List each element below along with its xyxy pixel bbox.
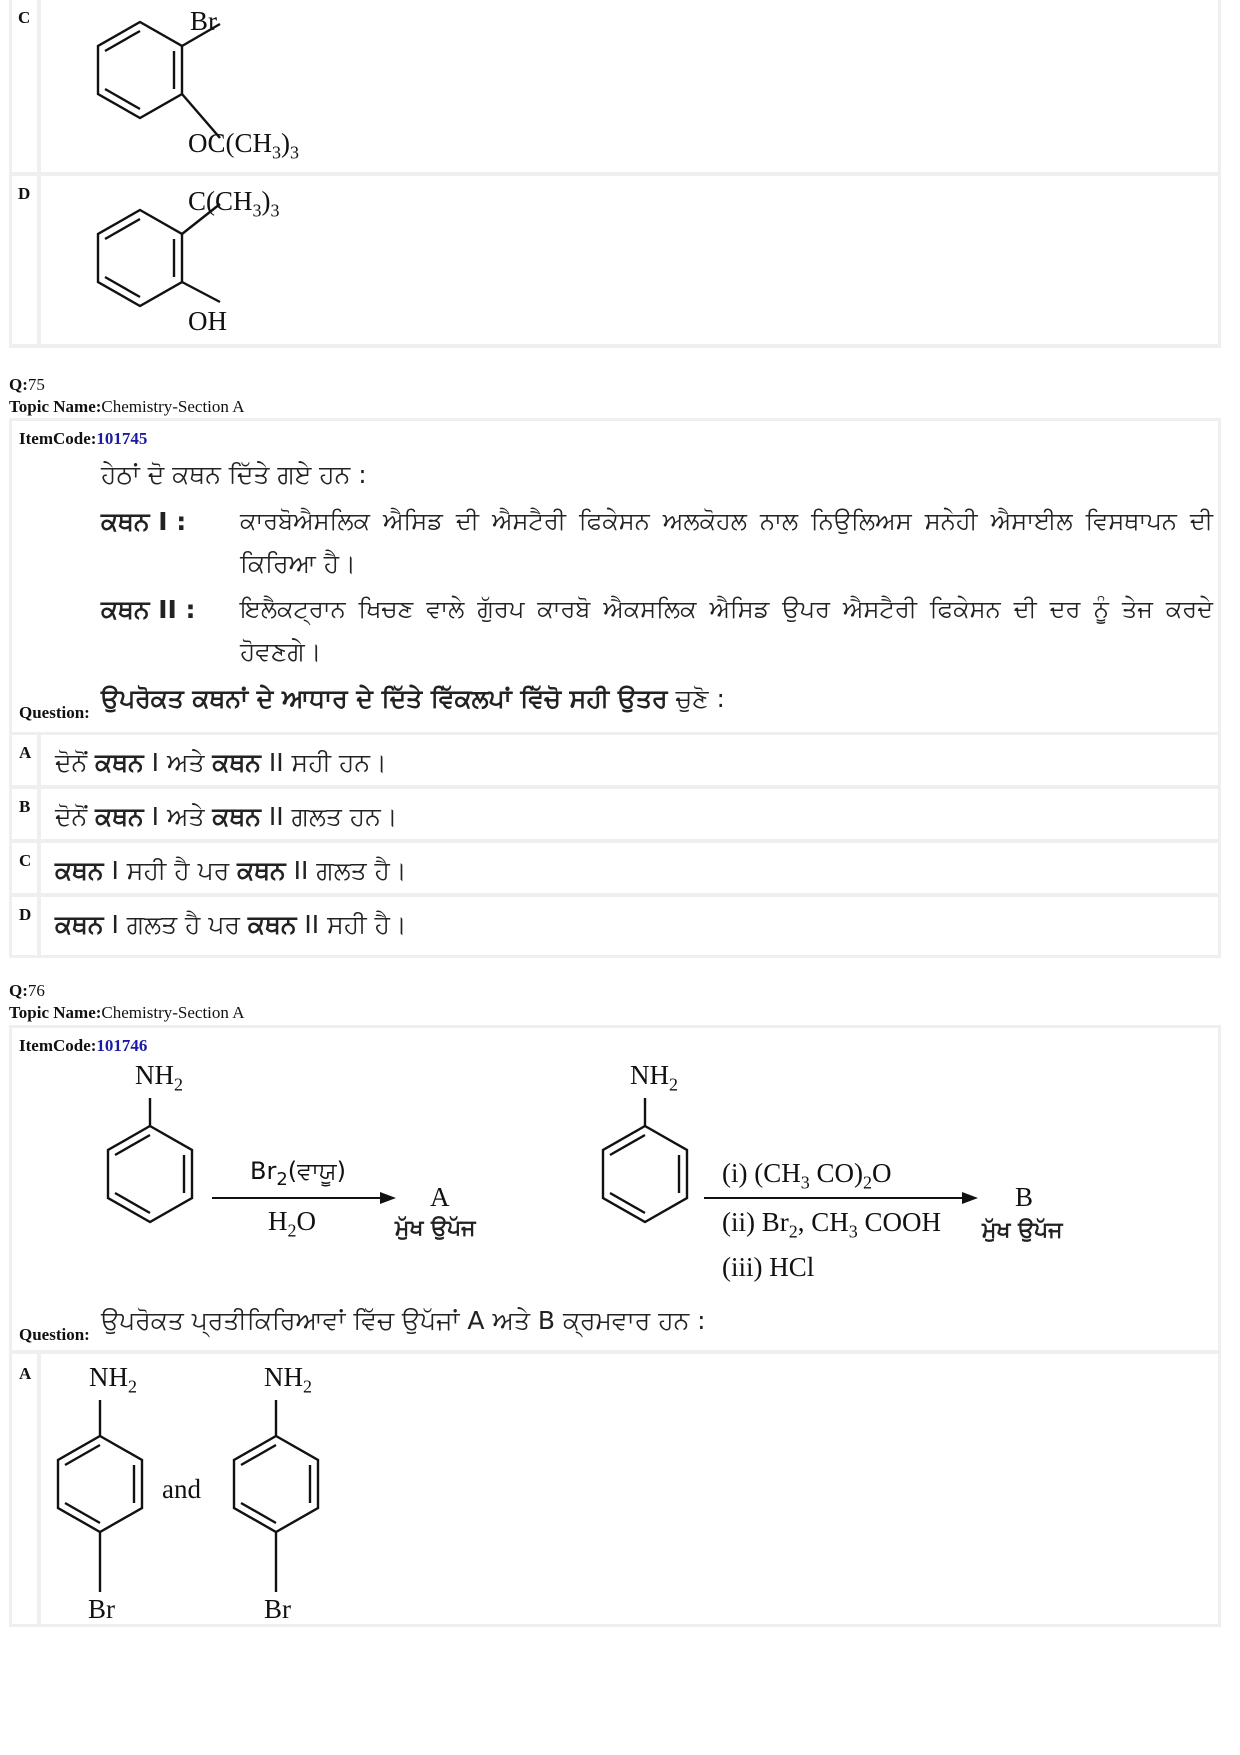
q76-optA-mol2-br: Br [264, 1594, 291, 1624]
q76-r2-step1: (i) ($CH_3$ $CO)_2O$ [722, 1158, 892, 1193]
q76-itemcode: ItemCode:101746 [19, 1036, 148, 1055]
q76-r2-step2: (ii) $Br_2$, $CH_3$ COOH [722, 1207, 942, 1242]
q76-option-a-label: A [19, 1364, 32, 1383]
q75-intro: ਹੇਠਾਂ ਦੋ ਕਥਨ ਦਿੱਤੇ ਗਏ ਹਨ : [101, 460, 367, 489]
q76-number: Q:76 [9, 981, 45, 1000]
q75-topic: Topic Name:Chemistry-Section A [9, 397, 245, 416]
q76-r1-reagent-top: $Br_2(ਵਾਯੂ)$ [250, 1157, 347, 1190]
q76-r2-arrow [702, 1188, 982, 1208]
q74-c-substituent-br: Br [190, 6, 217, 36]
q75-statement1-label: ਕਥਨ I : [101, 507, 187, 536]
q75-option-b-text: ਦੋਨੋਂ ਕਥਨ I ਅਤੇ ਕਥਨ II ਗਲਤ ਹਨ। [55, 802, 398, 831]
q75-itemcode: ItemCode:101745 [19, 429, 148, 448]
q74-option-d-label: D [18, 184, 31, 203]
q75-option-c-text: ਕਥਨ I ਸਹੀ ਹੈ ਪਰ ਕਥਨ II ਗਲਤ ਹੈ। [55, 856, 407, 885]
q76-optA-mol1-br: Br [88, 1594, 115, 1624]
q74-c-substituent-otbu: $OC(CH_3)_3$ [188, 128, 300, 163]
q75-option-c-label: C [19, 851, 32, 870]
q75-question-label: Question: [19, 703, 90, 722]
q75-option-d-label: D [19, 905, 32, 924]
q76-question-label: Question: [19, 1325, 90, 1344]
q75-option-b-label: B [19, 797, 31, 816]
q75-statement1-line2: ਕਿਰਿਆ ਹੈ। [240, 549, 356, 578]
q76-r1-nh2: $NH_2$ [135, 1060, 183, 1095]
q76-r1-product: A [430, 1182, 450, 1212]
q76-r1-major-product: ਮੁੱਖ ਉਪੱਜ [395, 1216, 476, 1241]
q75-statement2-line2: ਹੋਵਣਗੇ। [240, 637, 322, 666]
q76-optA-mol1 [45, 1396, 155, 1606]
q76-optA-mol2 [221, 1396, 331, 1606]
q75-statement1-line1: ਕਾਰਬੋਐਸਲਿਕ ਐਸਿਡ ਦੀ ਐਸਟੈਰੀ ਫਿਕੇਸਨ ਅਲਕੋਹਲ ਨਾਲ ਨਿਉਲਿਅਸ ਸਨੇਹੀ ਐਸਾਈਲ ਵਿਸਥਾਪਨ ਦੀ [240, 507, 1213, 535]
q76-r2-nh2: $NH_2$ [630, 1060, 678, 1095]
q74-d-substituent-oh: OH [188, 306, 227, 336]
q76-r2-product: B [1015, 1182, 1034, 1212]
q76-r2-aniline [585, 1090, 705, 1240]
q76-optA-and: and [162, 1474, 201, 1504]
q76-question-text: ਉਪਰੋਕਤ ਪ੍ਰਤੀਕਿਰਿਆਵਾਂ ਵਿੱਚ ਉਪੱਜਾਂ A ਅਤੇ B ਕ੍ਰਮਵਾਰ ਹਨ : [101, 1306, 706, 1335]
q76-r2-major-product: ਮੁੱਖ ਉਪੱਜ [982, 1218, 1063, 1243]
q76-r1-reagent-bottom: $H_2O$ [268, 1206, 316, 1241]
q76-topic: Topic Name:Chemistry-Section A [9, 1003, 245, 1022]
q76-option-a[interactable] [41, 1354, 1218, 1624]
q76-r1-arrow [210, 1188, 400, 1208]
q75-option-d-text: ਕਥਨ I ਗਲਤ ਹੈ ਪਰ ਕਥਨ II ਸਹੀ ਹੈ। [55, 910, 407, 939]
q74-option-c-label: C [18, 8, 31, 27]
q75-number: Q:75 [9, 375, 45, 394]
q76-optA-mol2-nh2: $NH_2$ [264, 1362, 312, 1397]
q75-statement2-label: ਕਥਨ II : [101, 595, 196, 624]
q76-r2-step3: (iii) HCl [722, 1252, 815, 1282]
q75-statement2-line1: ਇਲੈਕਟ੍ਰਾਨ ਖਿਚਣ ਵਾਲੇ ਗੁੱਰਪ ਕਾਰਬੋ ਐਕਸਲਿਕ ਐਸਿਡ ਉਪਰ ਐਸਟੈਰੀ ਫਿਕੇਸਨ ਦੀ ਦਰ ਨੂੰ ਤੇਜ ਕਰਦੇ [240, 595, 1213, 623]
q76-option-a-label-cell [12, 1354, 37, 1624]
q76-r1-aniline [90, 1090, 210, 1240]
q75-option-a-text: ਦੋਨੋਂ ਕਥਨ I ਅਤੇ ਕਥਨ II ਸਹੀ ਹਨ। [55, 748, 387, 777]
q75-option-a-label: A [19, 743, 32, 762]
q74-d-substituent-tbu: $C(CH_3)_3$ [188, 186, 280, 221]
q76-optA-mol1-nh2: $NH_2$ [89, 1362, 137, 1397]
q75-question-text: ਉਪਰੋਕਤ ਕਥਨਾਂ ਦੇ ਆਧਾਰ ਦੇ ਦਿੱਤੇ ਵਿੱਕਲਪਾਂ ਵਿੱਚੋ ਸਹੀ ਉਤਰ ਚੁਣੋ : [101, 684, 725, 713]
